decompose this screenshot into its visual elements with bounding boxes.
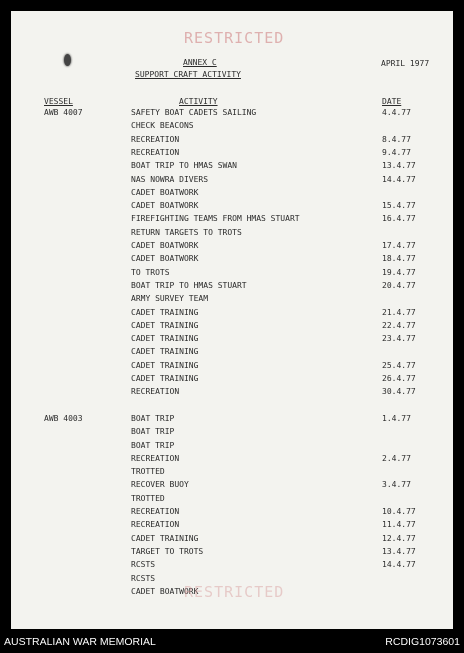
row-activity: CADET BOATWORK	[131, 187, 199, 197]
row-activity: CADET BOATWORK	[131, 201, 199, 211]
punch-hole	[64, 54, 71, 66]
table-row	[11, 268, 453, 281]
table-row	[11, 214, 453, 227]
restricted-stamp-top: RESTRICTED	[184, 29, 285, 47]
row-activity: TARGET TO TROTS	[131, 546, 204, 556]
row-date: 13.4.77	[382, 546, 416, 556]
table-row	[11, 361, 453, 374]
row-date: 23.4.77	[382, 334, 416, 344]
date-header: APRIL 1977	[381, 59, 430, 68]
row-activity: RECREATION	[131, 134, 180, 144]
row-activity: BOAT TRIP	[131, 413, 175, 423]
row-date: 16.4.77	[382, 214, 416, 224]
row-activity: RECREATION	[131, 453, 180, 463]
table-row	[11, 321, 453, 334]
table-row	[11, 387, 453, 400]
table-row	[11, 427, 453, 440]
table-row	[11, 494, 453, 507]
row-activity: FIREFIGHTING TEAMS FROM HMAS STUART	[131, 214, 300, 224]
row-date: 18.4.77	[382, 254, 416, 264]
row-activity: RECREATION	[131, 387, 180, 397]
table-row	[11, 347, 453, 360]
row-date: 20.4.77	[382, 280, 416, 290]
table-row	[11, 547, 453, 560]
row-date: 26.4.77	[382, 374, 416, 383]
row-activity: TROTTED	[131, 467, 165, 477]
row-date: 3.4.77	[382, 480, 411, 490]
footer-source: AUSTRALIAN WAR MEMORIAL	[4, 636, 156, 648]
row-vessel: AWB 4003	[44, 413, 83, 423]
row-date: 10.4.77	[382, 507, 416, 516]
row-activity: RCSTS	[131, 560, 156, 570]
table-row	[11, 201, 453, 214]
table-row	[11, 374, 453, 387]
table-row	[11, 560, 453, 573]
row-date: 19.4.77	[382, 267, 416, 277]
row-activity: RECREATION	[131, 507, 180, 516]
column-header-vessel: VESSEL	[44, 97, 73, 106]
table-row	[11, 175, 453, 188]
row-activity: CADET TRAINING	[131, 533, 199, 543]
row-activity: RECREATION	[131, 147, 180, 157]
document-page	[11, 11, 453, 629]
table-row	[11, 241, 453, 254]
row-activity: CADET BOATWORK	[131, 586, 199, 596]
table-row	[11, 281, 453, 294]
table-row	[11, 294, 453, 307]
row-activity: CADET TRAINING	[131, 374, 199, 383]
row-activity: CADET BOATWORK	[131, 254, 199, 264]
table-row	[11, 161, 453, 174]
row-date: 21.4.77	[382, 307, 416, 317]
row-date: 14.4.77	[382, 560, 416, 570]
row-date: 14.4.77	[382, 174, 416, 184]
row-activity: RECOVER BUOY	[131, 480, 189, 490]
table-row	[11, 467, 453, 480]
row-date: 25.4.77	[382, 360, 416, 370]
page-title: SUPPORT CRAFT ACTIVITY	[135, 70, 241, 79]
row-activity: CADET TRAINING	[131, 307, 199, 317]
row-date: 13.4.77	[382, 161, 416, 171]
row-activity: CADET TRAINING	[131, 360, 199, 370]
row-date: 8.4.77	[382, 134, 411, 144]
table-row	[11, 188, 453, 201]
row-activity: SAFETY BOAT CADETS SAILING	[131, 108, 257, 117]
row-date: 12.4.77	[382, 533, 416, 543]
table-row	[11, 454, 453, 467]
row-date: 2.4.77	[382, 453, 411, 463]
row-activity: RECREATION	[131, 520, 180, 530]
table-row	[11, 480, 453, 493]
annex-label: ANNEX C	[183, 58, 217, 67]
row-activity: CADET TRAINING	[131, 320, 199, 330]
row-date: 9.4.77	[382, 147, 411, 157]
table-row	[11, 507, 453, 520]
row-activity: BOAT TRIP TO HMAS STUART	[131, 280, 247, 290]
table-row	[11, 534, 453, 547]
row-date: 30.4.77	[382, 387, 416, 397]
table-row	[11, 520, 453, 533]
archive-footer	[0, 629, 464, 653]
row-activity: BOAT TRIP TO HMAS SWAN	[131, 161, 237, 171]
row-activity: CHECK BEACONS	[131, 121, 194, 131]
column-header-date: DATE	[382, 97, 402, 106]
table-row	[11, 254, 453, 267]
row-date: 11.4.77	[382, 520, 416, 530]
footer-id: RCDIG1073601	[385, 636, 460, 648]
row-activity: TO TROTS	[131, 267, 170, 277]
table-row	[11, 308, 453, 321]
row-activity: TROTTED	[131, 493, 165, 503]
column-header-activity: ACTIVITY	[179, 97, 218, 106]
row-activity: CADET BOATWORK	[131, 241, 199, 250]
table-row	[11, 441, 453, 454]
table-row	[11, 148, 453, 161]
table-row	[11, 108, 453, 121]
table-row	[11, 228, 453, 241]
row-date: 17.4.77	[382, 241, 416, 250]
row-activity: ARMY SURVEY TEAM	[131, 294, 209, 304]
table-row	[11, 334, 453, 347]
row-activity: CADET TRAINING	[131, 347, 199, 357]
row-activity: NAS NOWRA DIVERS	[131, 174, 209, 184]
table-row	[11, 135, 453, 148]
row-activity: RETURN TARGETS TO TROTS	[131, 227, 242, 237]
row-date: 1.4.77	[382, 413, 411, 423]
row-date: 15.4.77	[382, 201, 416, 211]
row-date: 4.4.77	[382, 108, 411, 117]
row-activity: BOAT TRIP	[131, 427, 175, 437]
table-row	[11, 414, 453, 427]
row-activity: BOAT TRIP	[131, 440, 175, 450]
row-activity: RCSTS	[131, 573, 156, 583]
row-activity: CADET TRAINING	[131, 334, 199, 344]
table-row	[11, 121, 453, 134]
table-row	[11, 401, 453, 414]
restricted-stamp-bottom: RESTRICTED	[184, 583, 285, 601]
row-date: 22.4.77	[382, 320, 416, 330]
row-vessel: AWB 4007	[44, 108, 83, 117]
